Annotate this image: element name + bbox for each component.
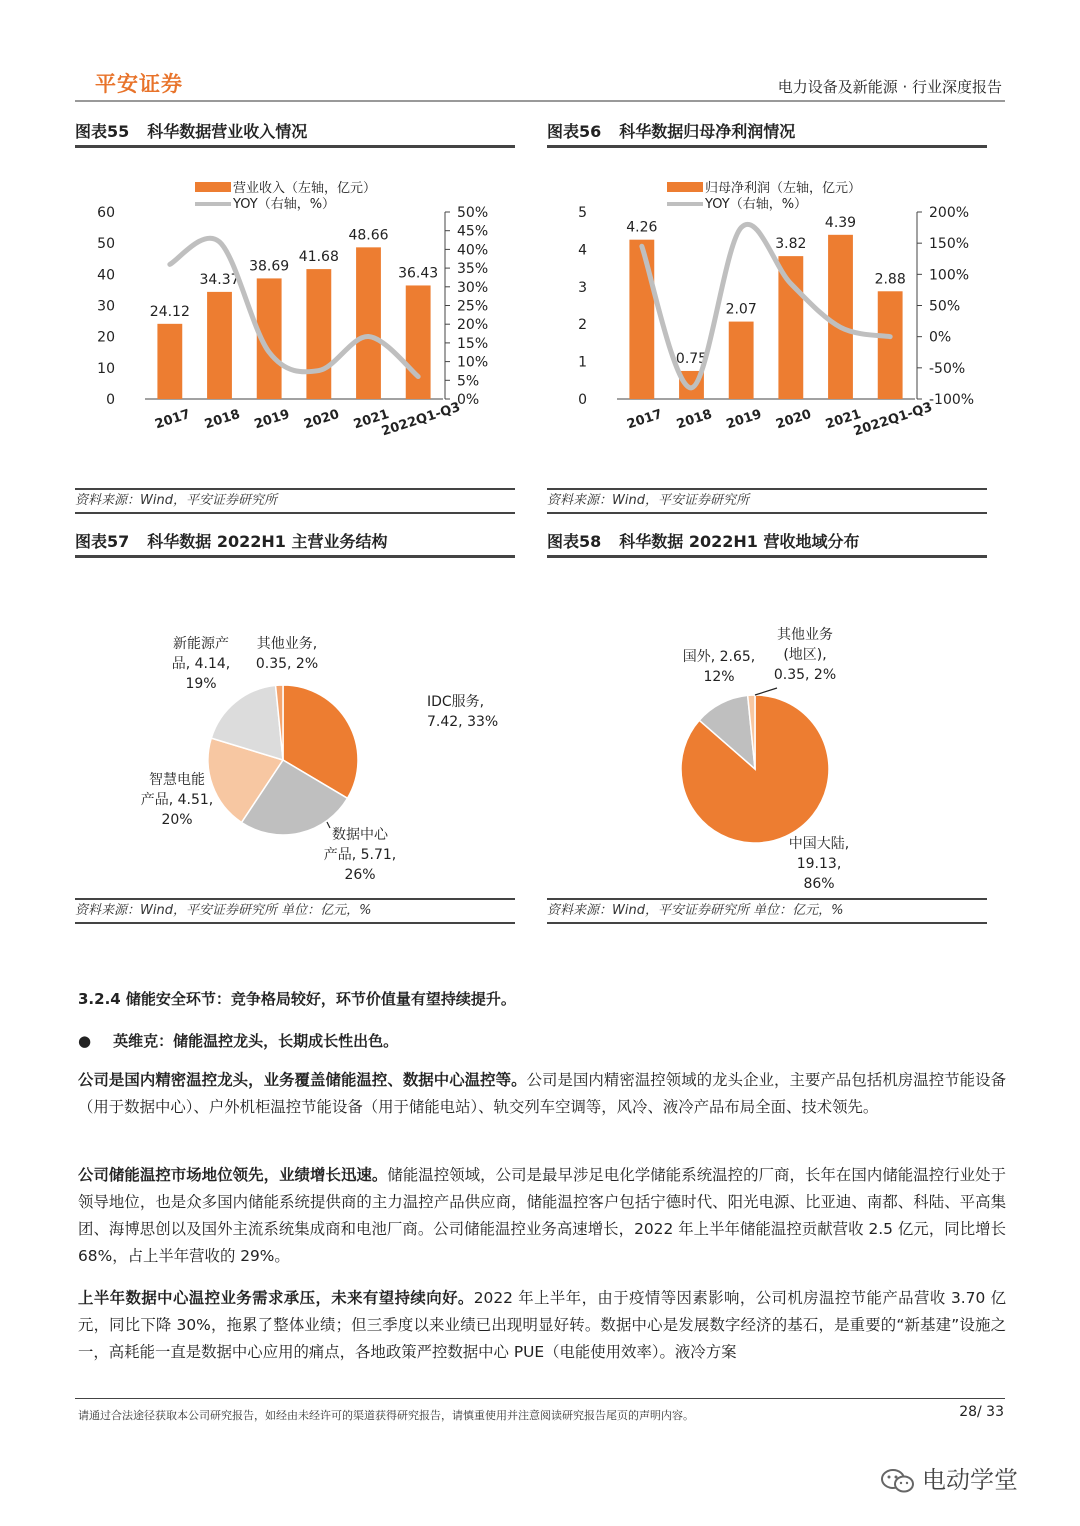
paragraph-1: 公司是国内精密温控龙头，业务覆盖储能温控、数据中心温控等。公司是国内精密温控领域的龙头企业，主要产品包括机房温控节能设备（用于数据中心）、户外机柜温控节能设备（用于储能电站）、轨交列车空调等，风冷、液冷产品布局全面、技术领先。	[78, 1071, 1006, 1116]
fig55-y2tick-label: 35%	[457, 261, 489, 278]
fig55-ytick-label: 60	[97, 205, 115, 221]
fig58-slice-label: 12%	[703, 669, 735, 685]
header-divider	[75, 100, 1005, 102]
fig55-ytick-label: 50	[97, 236, 115, 253]
figure-57-source: 资料来源：Wind，平安证券研究所 单位：亿元，%	[75, 903, 372, 918]
chart-region-distribution	[547, 558, 987, 898]
fig56-y2tick-label: 200%	[929, 205, 970, 221]
fig58-slice-label: 中国大陆,	[788, 836, 850, 852]
footer-disclaimer: 请通过合法途径获取本公司研究报告，如经由未经许可的渠道获得研究报告，请慎重使用并注意阅读研究报告尾页的声明内容。	[78, 1409, 694, 1422]
fig56-legend-bar-label: 归母净利润（左轴，亿元）	[705, 181, 862, 196]
section-heading: 3.2.4 储能安全环节：竞争格局较好，环节价值量有望持续提升。	[78, 990, 516, 1008]
figure-58-source: 资料来源：Wind，平安证券研究所 单位：亿元，%	[547, 903, 844, 918]
fig55-bar	[207, 292, 232, 399]
fig56-ytick-label: 3	[578, 279, 587, 296]
fig55-legend-bar-label: 营业收入（左轴，亿元）	[233, 181, 377, 196]
fig55-category-label: 2022Q1-Q3	[379, 399, 463, 440]
bullet-icon: ●	[78, 1032, 92, 1050]
figure-58-title: 图表58 科华数据 2022H1 营收地域分布	[547, 532, 860, 551]
bullet-text: 英维克：储能温控龙头，长期成长性出色。	[113, 1032, 399, 1050]
watermark-text: 电动学堂	[922, 1466, 1018, 1494]
fig55-y2tick-label: 0%	[457, 392, 480, 408]
fig56-legend-line-label: YOY（右轴，%）	[705, 197, 808, 212]
page-number: 28/ 33	[959, 1404, 1004, 1420]
fig57-slice-label: 其他业务,	[256, 636, 318, 652]
fig56-ytick-label: 4	[578, 242, 587, 259]
fig57-slice-label: 19%	[185, 676, 217, 692]
fig57-slice-label: 0.35, 2%	[255, 656, 319, 672]
figure-57	[75, 529, 515, 924]
fig57-slice-label: 产品, 5.71,	[323, 847, 397, 863]
figure-58	[547, 529, 987, 924]
fig55-y2tick-label: 10%	[457, 354, 489, 371]
fig56-data-label: 2.07	[725, 301, 757, 318]
fig56-category-label: 2020	[774, 406, 814, 433]
fig57-slice-label: 数据中心	[332, 827, 388, 843]
fig56-y2tick-label: 0%	[929, 329, 952, 346]
fig56-legend-bar-swatch	[667, 182, 703, 192]
fig56-data-label: 3.82	[775, 236, 807, 253]
fig58-slice-label: 国外, 2.65,	[682, 649, 756, 665]
fig56-category-label: 2021	[823, 406, 863, 433]
fig57-slice-label: IDC服务,	[427, 694, 485, 710]
fig58-slice-label: 19.13,	[796, 856, 842, 872]
fig55-data-label: 48.66	[348, 227, 389, 244]
fig56-data-label: 4.39	[824, 214, 857, 231]
fig56-ytick-label: 5	[578, 205, 587, 221]
fig55-category-label: 2017	[153, 406, 193, 433]
fig57-slice-label: 7.42, 33%	[427, 714, 499, 730]
fig56-y2tick-label: 50%	[929, 298, 961, 315]
fig58-leader-line	[755, 688, 777, 695]
fig55-ytick-label: 40	[97, 267, 115, 284]
fig55-ytick-label: 30	[97, 298, 115, 315]
fig57-slice-label: 20%	[161, 812, 193, 828]
fig55-legend-line-label: YOY（右轴，%）	[233, 197, 336, 212]
fig55-y2tick-label: 25%	[457, 298, 489, 315]
fig55-bar	[356, 247, 381, 399]
fig57-slice-label: 26%	[344, 867, 376, 883]
fig55-y2tick-label: 20%	[457, 317, 489, 334]
figure-57-title: 图表57 科华数据 2022H1 主营业务结构	[75, 532, 388, 551]
fig55-bar	[157, 324, 182, 399]
figure-55	[75, 119, 515, 514]
fig56-ytick-label: 0	[578, 392, 587, 408]
fig55-category-label: 2019	[252, 406, 292, 433]
watermark	[880, 1460, 1018, 1495]
figure-56-source: 资料来源：Wind，平安证券研究所	[547, 493, 749, 508]
report-category: 电力设备及新能源 · 行业深度报告	[777, 78, 1002, 96]
fig56-bar	[629, 240, 654, 399]
fig56-category-label: 2019	[724, 406, 764, 433]
fig58-slice-label: 其他业务	[777, 627, 833, 643]
fig55-ytick-label: 20	[97, 329, 115, 346]
fig55-data-label: 36.43	[398, 265, 439, 282]
brand-logo: 平安证券	[95, 72, 183, 96]
figure-55-source: 资料来源：Wind，平安证券研究所	[75, 493, 277, 508]
paragraph-3: 上半年数据中心温控业务需求承压，未来有望持续向好。2022 年上半年，由于疫情等因素影响，公司机房温控节能产品营收 3.70 亿元，同比下降 30%，拖累了整体业绩；但三季度以来业绩已出现明显好转。数据中心是发展数字经济的基石，是重要的“新基建”设施之一，高耗能一直是数据中心应用的痛点，各地政策严控数据中心 PUE（电能使用效率）。液冷方案	[78, 1289, 1006, 1361]
fig56-bar	[778, 256, 803, 399]
fig55-bar	[406, 285, 431, 399]
fig58-slice-label: (地区),	[783, 647, 827, 663]
fig55-y2tick-label: 5%	[457, 373, 480, 390]
fig56-category-label: 2022Q1-Q3	[851, 399, 935, 440]
fig56-ytick-label: 1	[578, 354, 587, 371]
fig55-y2tick-label: 45%	[457, 223, 489, 240]
fig57-slice-label: 品, 4.14,	[171, 656, 231, 672]
fig55-legend-bar-swatch	[195, 182, 231, 192]
fig56-data-label: 2.88	[874, 271, 906, 288]
fig55-y2tick-label: 40%	[457, 242, 489, 259]
fig55-category-label: 2018	[202, 406, 242, 433]
figure-56	[547, 119, 987, 514]
fig56-data-label: 4.26	[626, 219, 658, 236]
figure-55-title: 图表55 科华数据营业收入情况	[75, 122, 308, 141]
fig55-y2tick-label: 30%	[457, 279, 489, 296]
paragraph-2: 公司储能温控市场地位领先，业绩增长迅速。储能温控领域，公司是最早涉足电化学储能系统温控的厂商，长年在国内储能温控行业处于领导地位，也是众多国内储能系统提供商的主力温控产品供应商，储能温控客户包括宁德时代、阳光电源、比亚迪、南都、科陆、平高集团、海博思创以及国外主流系统集成商和电池厂商。公司储能温控业务高速增长，2022 年上半年储能温控贡献营收 2.5 亿元，同比增长 68%，占上半年营收的 29%。	[78, 1166, 1006, 1265]
wechat-icon	[880, 1468, 916, 1494]
fig56-bar	[729, 322, 754, 399]
fig56-bar	[828, 235, 853, 399]
fig55-ytick-label: 0	[106, 392, 115, 408]
fig55-data-label: 38.69	[249, 258, 290, 275]
fig56-y2tick-label: 100%	[929, 267, 970, 284]
fig56-ytick-label: 2	[578, 317, 587, 334]
fig55-data-label: 24.12	[149, 303, 190, 320]
fig58-slice-label: 86%	[803, 876, 835, 892]
fig56-y2tick-label: -100%	[929, 392, 975, 408]
fig56-category-label: 2017	[625, 406, 665, 433]
fig56-y2tick-label: -50%	[929, 360, 966, 377]
fig57-slice-label: 智慧电能	[149, 772, 205, 788]
fig56-y2tick-label: 150%	[929, 236, 970, 253]
fig56-data-label: 0.75	[675, 350, 708, 367]
footer-divider	[75, 1398, 1005, 1399]
fig55-ytick-label: 10	[97, 360, 115, 377]
fig56-bar	[878, 291, 903, 399]
fig55-y2tick-label: 15%	[457, 335, 489, 352]
fig57-leader-line	[327, 822, 330, 828]
fig57-slice-label: 产品, 4.51,	[140, 792, 214, 808]
fig57-slice-label: 新能源产	[173, 636, 229, 652]
fig55-category-label: 2021	[351, 406, 391, 433]
fig55-category-label: 2020	[302, 406, 342, 433]
fig55-bar	[306, 269, 331, 399]
fig55-y2tick-label: 50%	[457, 205, 489, 221]
fig58-slice-label: 0.35, 2%	[773, 667, 837, 683]
chart-business-structure	[75, 558, 515, 898]
fig55-data-label: 41.68	[298, 249, 339, 266]
chart-revenue	[75, 148, 515, 488]
bullet-item	[78, 1030, 398, 1051]
fig55-data-label: 34.37	[199, 271, 240, 288]
chart-net-profit	[547, 148, 987, 488]
figure-56-title: 图表56 科华数据归母净利润情况	[547, 122, 796, 141]
fig56-category-label: 2018	[674, 406, 714, 433]
